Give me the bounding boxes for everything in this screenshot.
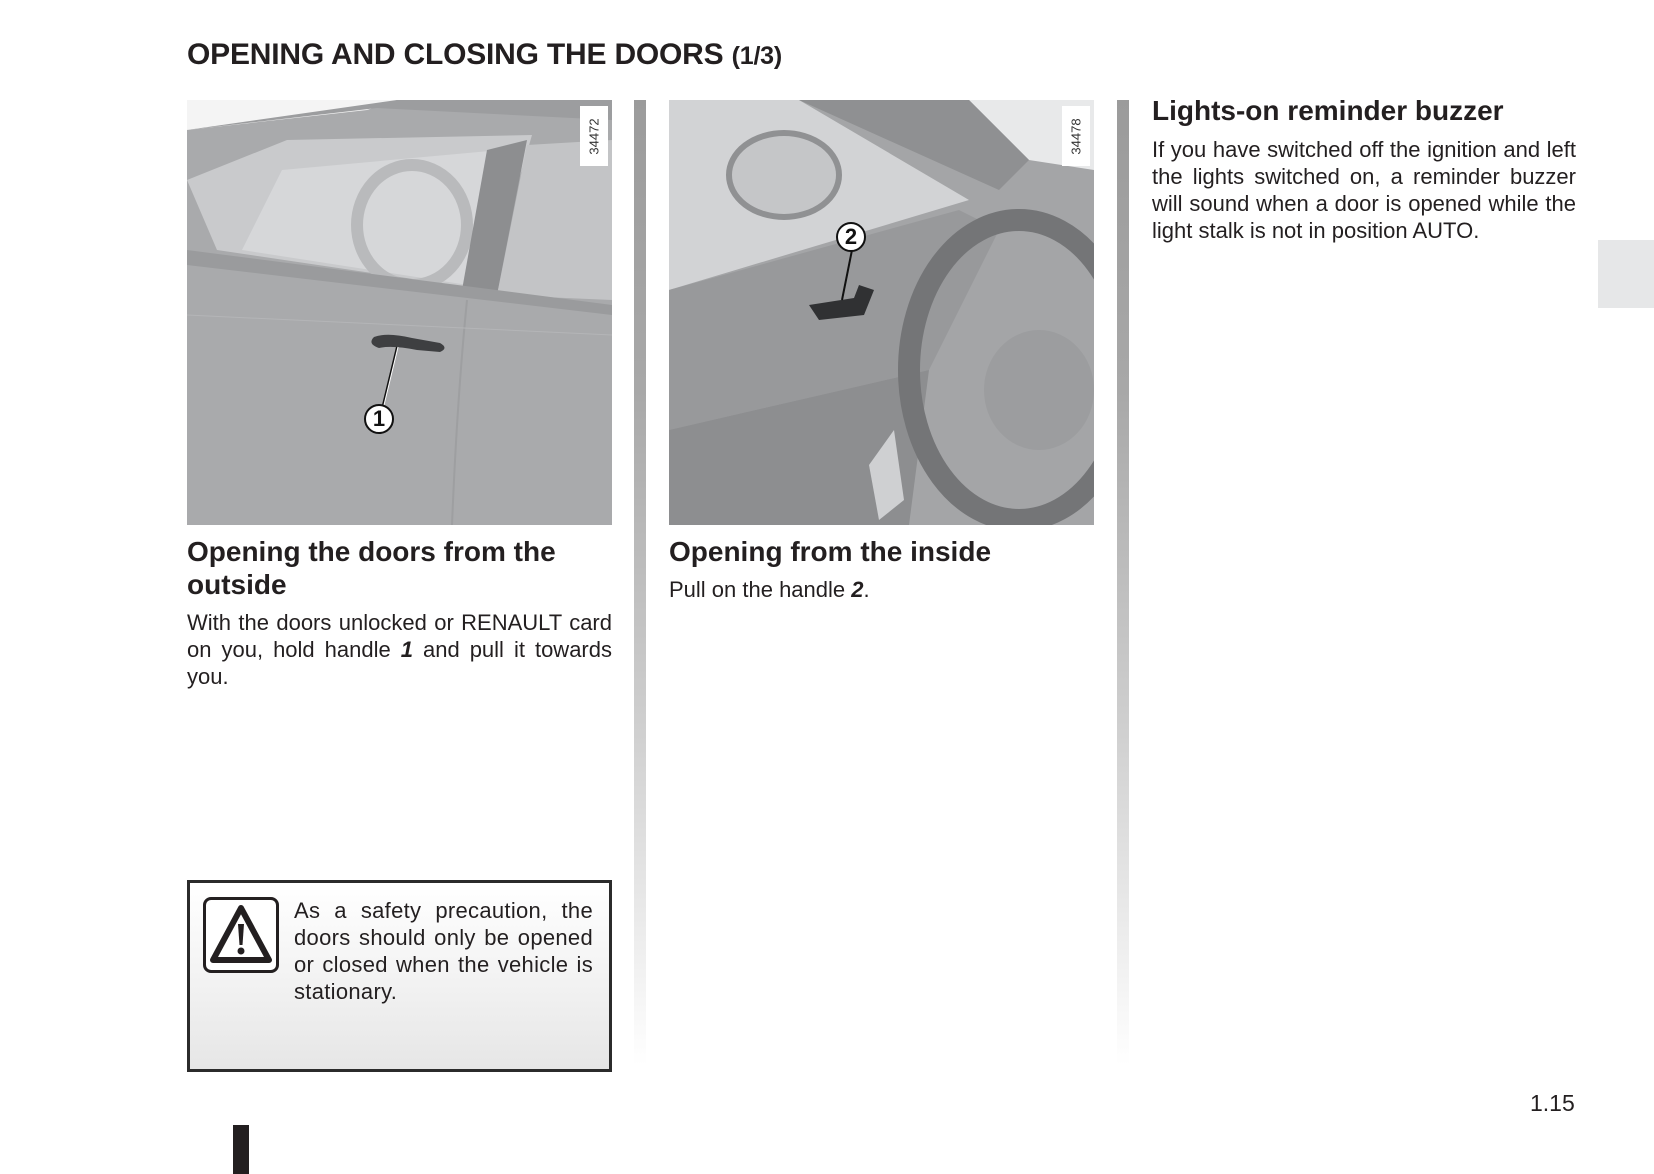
figure-exterior-door-handle: [187, 100, 612, 525]
page-title-part: (1/3): [731, 42, 783, 70]
callout-1: 1: [364, 404, 394, 434]
handle-reference: 2: [851, 577, 864, 602]
handle-reference: 1: [400, 637, 413, 662]
section-heading: Opening from the inside: [669, 536, 992, 567]
warning-text: As a safety precaution, the doors should only be opened or closed when the vehicle is stationary.: [294, 898, 593, 1004]
section-body: [669, 576, 1094, 603]
figure-code: [1062, 106, 1090, 166]
figure-interior-door-handle: [669, 100, 1094, 525]
safety-warning-box: [187, 880, 612, 1072]
warning-triangle-icon: [203, 897, 279, 973]
callout-2: 2: [836, 222, 866, 252]
body-text: Pull on the handle: [669, 577, 852, 602]
section-inside: [669, 100, 1094, 603]
column-divider: [1117, 100, 1129, 1065]
section-heading: Opening the doors from the outside: [187, 536, 556, 600]
body-text: .: [863, 577, 870, 602]
margin-mark: [233, 1125, 249, 1174]
section-buzzer: [1152, 95, 1576, 244]
figure-code: [580, 106, 608, 166]
body-text: With the doors unlocked or RENAULT card on you, hold handle: [187, 610, 612, 662]
page-title: [187, 38, 782, 72]
car-interior-illustration: [669, 100, 1094, 525]
section-outside: [187, 100, 612, 690]
figure-code-text: 34472: [586, 117, 602, 155]
section-heading: Lights-on reminder buzzer: [1152, 95, 1504, 126]
chapter-thumb-tab: [1598, 240, 1654, 308]
column-divider: [634, 100, 646, 1065]
section-body: If you have switched off the ignition and left the lights switched on, a reminder buzzer will sound when a door is opened while the light stalk is not in position AUTO.: [1152, 137, 1576, 243]
page-number: 1.15: [1530, 1090, 1575, 1116]
body-text: and pull it towards you.: [187, 637, 612, 689]
figure-code-text: 34478: [1068, 117, 1084, 155]
section-body: [187, 609, 612, 690]
car-door-exterior-illustration: [187, 100, 612, 525]
page-title-text: OPENING AND CLOSING THE DOORS: [187, 38, 724, 71]
